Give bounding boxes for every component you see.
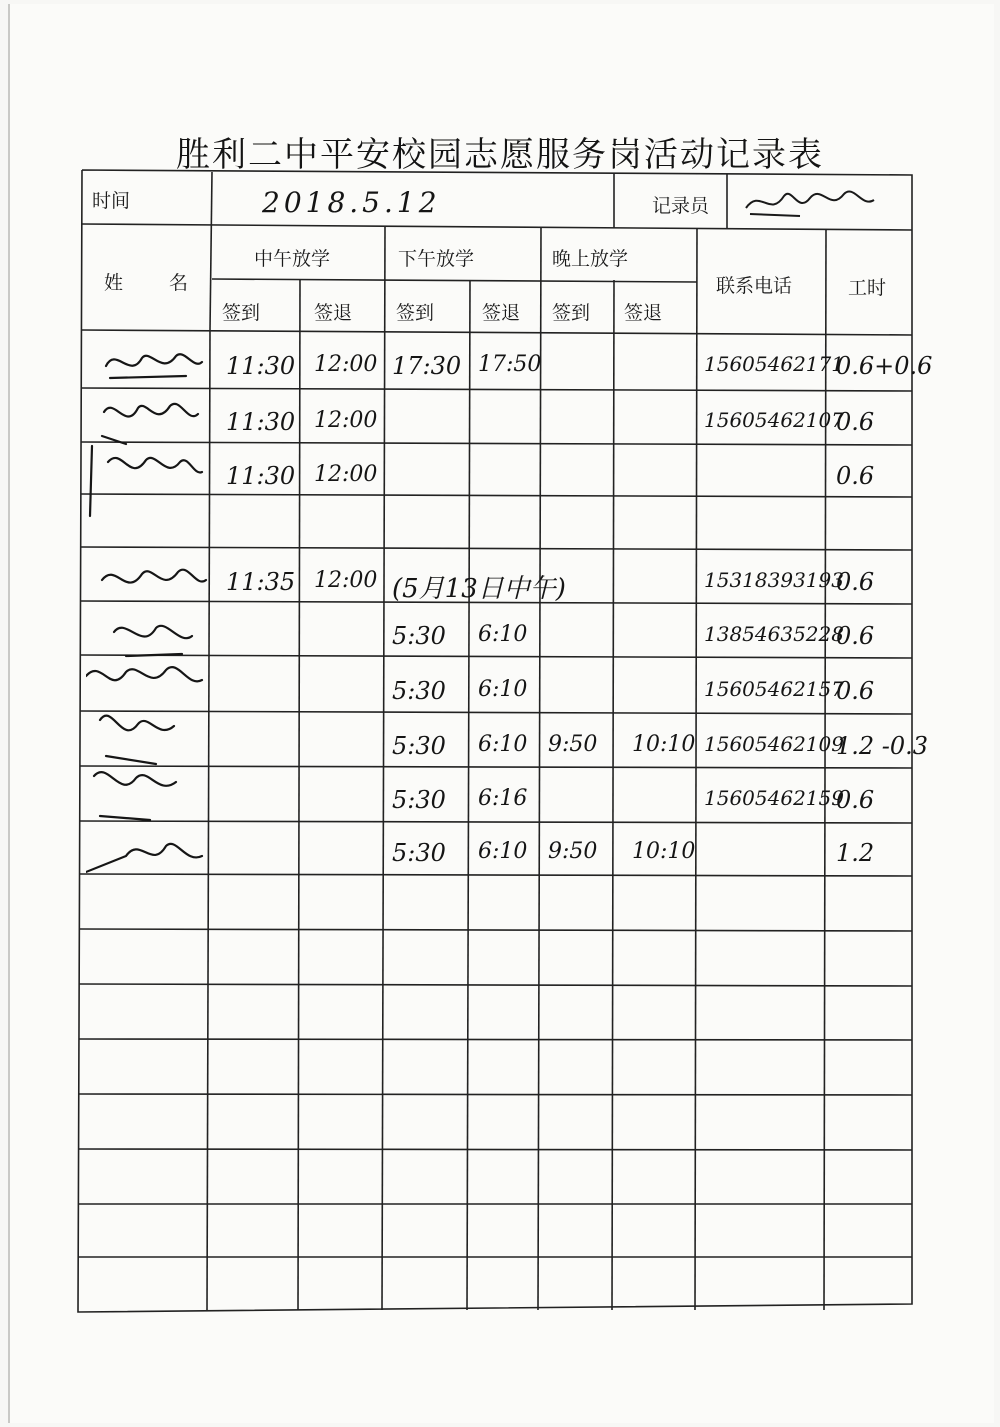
cell-eve-out: 10:10 [632,839,696,864]
afternoon-header: 下午放学 [398,248,475,270]
noon-sign-in-header: 签到 [222,302,261,324]
cell-phone: 13854635228 [704,622,844,646]
cell-pm-out: 17:50 [478,352,542,377]
cell-noon-out: 12:00 [314,408,378,433]
cell-pm-out: 6:10 [478,622,528,647]
date-value: 2018.5.12 [262,186,441,219]
time-label: 时间 [92,190,131,212]
cell-phone: 15605462171 [704,352,844,376]
form-title: 胜利二中平安校园志愿服务岗活动记录表 [176,135,824,175]
cell-hours: 0.6 [836,622,875,650]
cell-hours: 0.6 [836,677,875,705]
cell-phone: 15605462157 [704,677,844,701]
phone-header: 联系电话 [716,275,793,297]
cell-eve-in: 9:50 [548,839,598,864]
cell-pm-in: 5:30 [392,732,446,760]
noon-header: 中午放学 [254,248,331,270]
cell-phone: 15605462159 [704,786,844,810]
cell-pm-out: 6:10 [478,677,528,702]
cell-hours: 1.2 [836,839,875,867]
cell-pm-out: 6:16 [478,786,528,811]
cell-noon-in: 11:30 [226,408,296,436]
cell-hours: 0.6+0.6 [836,352,933,380]
eve-sign-in-header: 签到 [552,302,591,324]
hours-header: 工时 [848,277,887,299]
cell-pm-out: 6:10 [478,839,528,864]
cell-noon-in: 11:30 [226,352,296,380]
recorder-signature [740,178,880,224]
cell-pm-in: 5:30 [392,622,446,650]
cell-pm-in: (5月13日中午) [392,574,566,604]
cell-hours: 0.6 [836,462,875,490]
cell-phone: 15605462107 [704,408,844,432]
eve-sign-out-header: 签退 [624,302,663,324]
name-column-header: 姓 名 [104,272,209,294]
cell-hours: 1.2 -0.3 [836,732,929,760]
cell-noon-out: 12:00 [314,462,378,487]
evening-header: 晚上放学 [552,248,629,270]
cell-pm-in: 5:30 [392,839,446,867]
cell-pm-in: 5:30 [392,786,446,814]
cell-hours: 0.6 [836,786,875,814]
cell-pm-out: 6:10 [478,732,528,757]
name-signatures [86,336,210,876]
cell-eve-in: 9:50 [548,732,598,757]
cell-pm-in: 17:30 [392,352,462,380]
recorder-label: 记录员 [652,195,710,217]
noon-sign-out-header: 签退 [314,302,353,324]
pm-sign-in-header: 签到 [396,302,435,324]
cell-pm-in: 5:30 [392,677,446,705]
cell-noon-in: 11:30 [226,462,296,490]
cell-noon-out: 12:00 [314,352,378,377]
cell-hours: 0.6 [836,568,875,596]
cell-noon-in: 11:35 [226,568,296,596]
cell-phone: 15318393193 [704,568,844,592]
cell-eve-out: 10:10 [632,732,696,757]
cell-hours: 0.6 [836,408,875,436]
cell-phone: 15605462109 [704,732,844,756]
pm-sign-out-header: 签退 [482,302,521,324]
cell-noon-out: 12:00 [314,568,378,593]
